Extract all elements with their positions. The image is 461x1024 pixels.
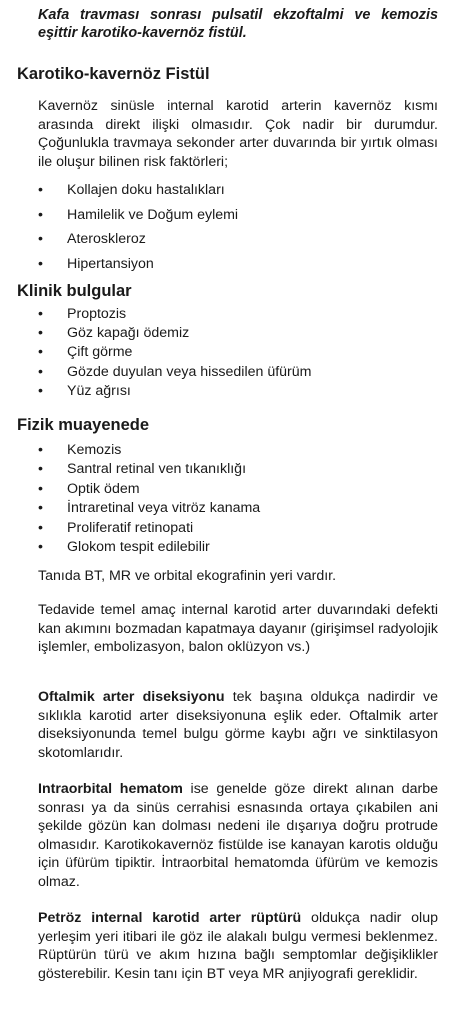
intraorbital-hematoma-paragraph: Intraorbital hematom ise genelde göze direkt alınan darbe sonrası ya da sinüs cerrahisi esnasında ortaya çıkabilen ani şekilde gözün kan dolması nedeni ile dışarıya doğru protrude olmasıdır. Karotikokavernöz fistülde ise kanayan karotis olduğu için üfürüm tipiktir. İntraorbital hematomda üfürüm ve kemozis olmaz. <box>38 781 438 890</box>
list-item: • Göz kapağı ödemiz <box>67 324 312 343</box>
clinical-findings-list <box>38 305 312 401</box>
list-item: • Hipertansiyon <box>67 252 238 277</box>
list-item: • Çift görme <box>67 343 312 362</box>
ophthalmic-artery-paragraph: Oftalmik arter diseksiyonu tek başına oldukça nadirdir ve sıklıkla karotid arter diseksiyonuna eşlik eder. Oftalmik arter diseksiyonunda temel bulgu görme kaybı ağrı ve sinktilasyon skotomlarıdır. <box>38 689 438 761</box>
bullet-marker: • <box>38 519 43 536</box>
list-item: • Kollajen doku hastalıkları <box>67 178 238 203</box>
bullet-marker: • <box>38 480 43 497</box>
intraorbital-hematoma-term: Intraorbital hematom <box>38 781 183 797</box>
bullet-marker: • <box>38 255 43 272</box>
list-item: • Ateroskleroz <box>67 227 238 252</box>
bullet-marker: • <box>38 182 43 198</box>
bullet-marker: • <box>38 344 43 361</box>
list-item: • Optik ödem <box>67 480 260 499</box>
list-item: • Proptozis <box>67 305 312 324</box>
list-item: • Yüz ağrısı <box>67 382 312 401</box>
bullet-marker: • <box>38 539 43 556</box>
heading-klinik-bulgular: Klinik bulgular <box>17 282 132 300</box>
bullet-marker: • <box>38 206 43 223</box>
ophthalmic-artery-term: Oftalmik arter diseksiyonu <box>38 689 225 705</box>
bullet-marker: • <box>38 461 43 478</box>
petrous-carotid-rupture-term: Petröz internal karotid arter rüptürü <box>38 910 302 926</box>
list-item: • Gözde duyulan veya hissedilen üfürüm <box>67 363 312 382</box>
lead-statement: Kafa travması sonrası pulsatil ekzoftalmi ve kemozis eşittir karotiko-kavernöz fistül. <box>38 7 438 41</box>
bullet-marker: • <box>38 382 43 399</box>
diagnosis-paragraph: Tanıda BT, MR ve orbital ekografinin yeri vardır. <box>38 568 337 584</box>
bullet-marker: • <box>38 442 43 458</box>
heading-fizik-muayenede: Fizik muayenede <box>17 416 150 434</box>
kkf-intro-paragraph: Kavernöz sinüsle internal karotid arterin kavernöz kısmı arasında direkt ilişki olmasıdır. Çok nadir bir durumdur. Çoğunlukla travmaya sekonder arter duvarında bir yırtık olması ile oluşur bilinen risk faktörleri; <box>38 98 438 170</box>
treatment-paragraph: Tedavide temel amaç internal karotid arter duvarındaki defekti kan akımını bozmadan kapatmaya dayanır (girişimsel radyolojik işlemler, embolizasyon, balon oklüzyon vs.) <box>38 602 438 655</box>
bullet-marker: • <box>38 500 43 517</box>
list-item: • Santral retinal ven tıkanıklığı <box>67 460 260 479</box>
heading-karotiko-kavernoz-fistul: Karotiko-kavernöz Fistül <box>17 65 210 83</box>
physical-exam-list <box>38 441 261 557</box>
bullet-marker: • <box>38 306 43 322</box>
list-item: • Glokom tespit edilebilir <box>67 538 260 557</box>
list-item: • Kemozis <box>67 441 260 460</box>
bullet-marker: • <box>38 363 43 380</box>
risk-factor-list <box>38 178 239 276</box>
bullet-marker: • <box>38 231 43 247</box>
list-item: • Proliferatif retinopati <box>67 519 260 538</box>
list-item: • Hamilelik ve Doğum eylemi <box>67 203 238 228</box>
bullet-marker: • <box>38 325 43 342</box>
list-item: • İntraretinal veya vitröz kanama <box>67 499 260 518</box>
petrous-carotid-rupture-paragraph: Petröz internal karotid arter rüptürü oldukça nadir olup yerleşim yeri itibari ile göz ile alakalı bulgu vermesi beklenmez. Rüptürün türü ve akım hızına bağlı semptomlar değişiklikler gösterebilir. Kesin tanı için BT veya MR anjiyografi gereklidir. <box>38 910 438 982</box>
